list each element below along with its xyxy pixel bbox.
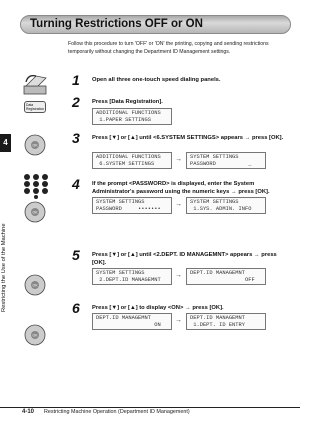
svg-text:OK: OK: [32, 210, 38, 215]
step-text: If the prompt <PASSWORD> is displayed, enter the System Administrator's password using the numeric keys → press [OK].: [92, 181, 270, 195]
lcd-display: DEPT.ID MANAGEMNT ON: [92, 313, 172, 330]
data-registration-key-icon: Data Registration: [26, 103, 45, 111]
lcd-display: SYSTEM SETTINGS 2.DEPT.ID MANAGEMNT: [92, 268, 172, 285]
numeric-keypad-icon: [22, 173, 50, 199]
step-text: Press [▼] or [▲] until <2.DEPT. ID MANAGEMNT> appears → press [OK].: [92, 252, 277, 266]
ok-dial-icon: [24, 201, 46, 223]
step-text: Press [▼] or [▲] until <6.SYSTEM SETTINGS> appears → press [OK].: [92, 135, 284, 141]
step-number: 1: [72, 72, 80, 88]
lcd-display: SYSTEM SETTINGS 1.SYS. ADMIN. INFO: [186, 197, 266, 214]
panel-open-icon: [22, 72, 50, 96]
page-title: Turning Restrictions OFF or ON: [20, 15, 291, 34]
lcd-display: ADDITIONAL FUNCTIONS 1.PAPER SETTINGS: [92, 108, 172, 125]
ok-dial-icon: [24, 134, 46, 156]
lcd-display: SYSTEM SETTINGS PASSWORD _: [186, 152, 266, 169]
step-text: Open all three one-touch speed dialing panels.: [92, 77, 221, 83]
step-number: 4: [72, 176, 80, 192]
arrow-icon: →: [175, 201, 182, 208]
lcd-display: DEPT.ID MANAGEMNT 1.DEPT. ID ENTRY: [186, 313, 266, 330]
page-footer: [22, 409, 190, 415]
chapter-side-label: Restricting the Use of the Machine: [1, 223, 7, 313]
chapter-tab: 4: [0, 134, 11, 152]
svg-text:OK: OK: [32, 333, 38, 338]
step-number: 3: [72, 130, 80, 146]
step-text: Press [Data Registration].: [92, 99, 163, 105]
intro-text: Follow this procedure to turn 'OFF' or 'ON' the printing, copying and sending restrictions temporarily without changing the Department ID Management settings.: [68, 41, 269, 55]
step-number: 2: [72, 94, 80, 110]
lcd-display: DEPT.ID MANAGEMNT OFF: [186, 268, 266, 285]
ok-dial-icon: [24, 274, 46, 296]
arrow-icon: →: [175, 156, 182, 163]
step-text: Press [▼] or [▲] to display <ON> → press [OK].: [92, 305, 224, 311]
page-number: 4-10: [22, 409, 35, 415]
step-number: 6: [72, 300, 80, 316]
lcd-display: SYSTEM SETTINGS PASSWORD •••••••: [92, 197, 172, 214]
lcd-display: ADDITIONAL FUNCTIONS 6.SYSTEM SETTINGS: [92, 152, 172, 169]
ok-dial-icon: [24, 324, 46, 346]
footer-text: Restricting Machine Operation (Department ID Management): [44, 409, 190, 415]
svg-text:OK: OK: [32, 283, 38, 288]
arrow-icon: →: [175, 317, 182, 324]
arrow-icon: →: [175, 272, 182, 279]
svg-text:OK: OK: [32, 143, 38, 148]
step-number: 5: [72, 247, 80, 263]
footer-divider: [0, 407, 300, 408]
